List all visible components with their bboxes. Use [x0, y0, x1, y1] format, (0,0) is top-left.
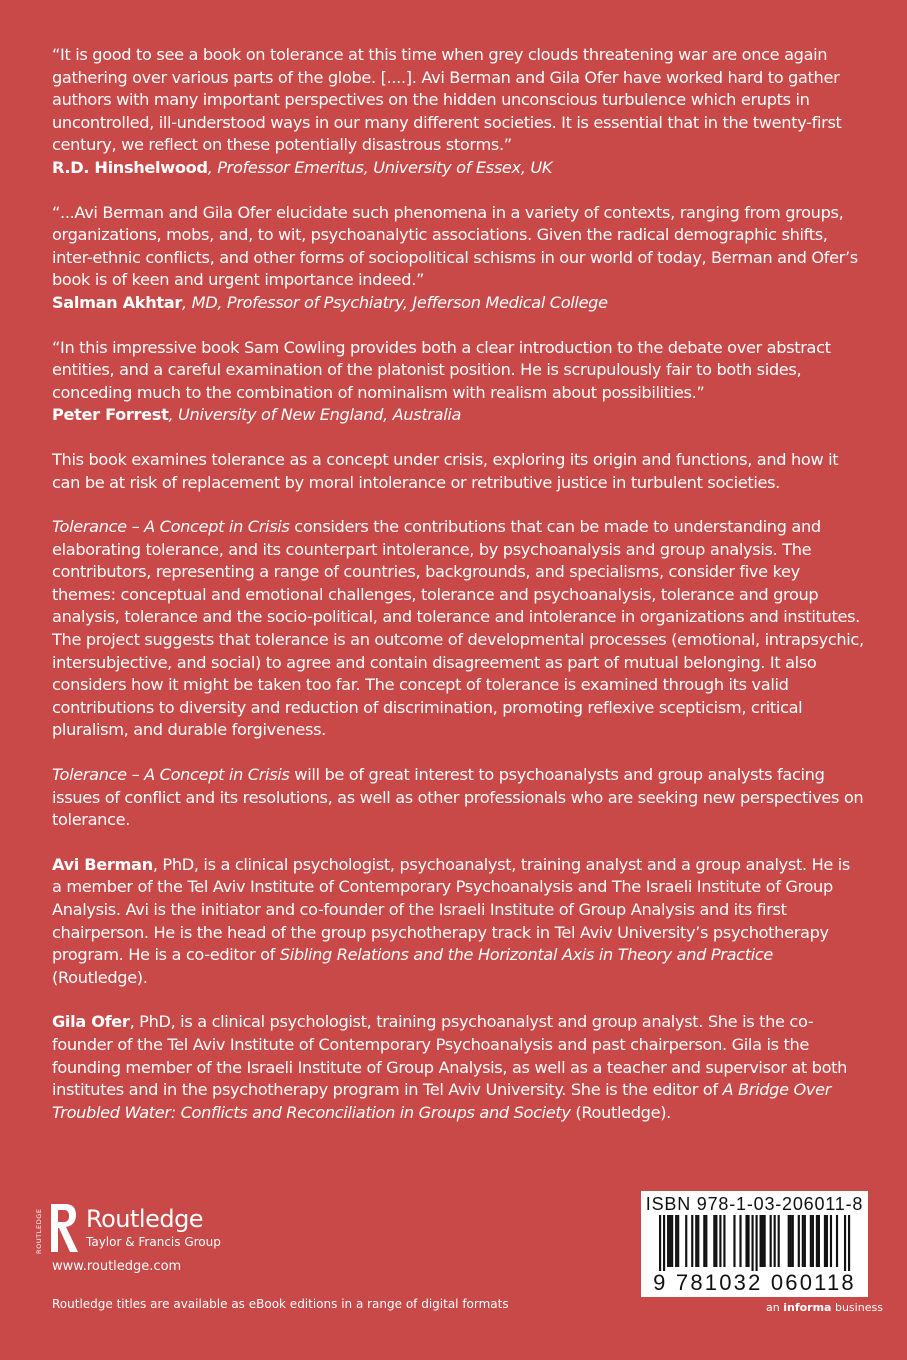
quote-attribution	[52, 404, 864, 427]
author-bio: , PhD, is a clinical psychologist, training psychoanalyst and group analyst. She is the co-founder of the Tel Aviv Institute of Contemporary Psychoanalysis and past chairperson. Gila is the founding member of the Israeli Institute of Group Analysis, as well as a teacher and supervisor at both institutes and in the psychotherapy program in Tel Aviv University. She is the editor of	[52, 1012, 848, 1100]
quote-attribution	[52, 292, 864, 315]
quote-1	[52, 44, 864, 180]
quote-affiliation: , Professor Emeritus, University of Essex, UK	[207, 157, 553, 177]
quote-text: “It is good to see a book on tolerance at this time when grey clouds threatening war are once again gathering over various parts of the globe. [....]. Avi Berman and Gila Ofer have worked hard to gather authors with many important perspectives on the hidden unconscious turbulence which erupts in uncontrolled, ill-understood ways in our many different societies. It is essential that in the twenty-first century, we reflect on these potentially disastrous storms.”	[52, 45, 842, 155]
author-name: Avi Berman	[52, 854, 153, 874]
barcode-bar	[705, 1215, 707, 1267]
barcode-bar	[756, 1215, 758, 1271]
book-title: Tolerance – A Concept in Crisis	[52, 765, 290, 785]
barcode-bar	[747, 1215, 749, 1267]
barcode-bar	[824, 1215, 826, 1267]
quote-text: “In this impressive book Sam Cowling provides both a clear introduction to the debate over abstract entities, and a careful examination of the platonist position. He is scrupulously fair to both sides, conceding much to the combination of nominalism with realism about possibilities.”	[52, 337, 831, 402]
barcode-bar	[697, 1215, 699, 1267]
barcode-bar	[788, 1215, 790, 1267]
author-bio: , PhD, is a clinical psychologist, psychoanalyst, training analyst and a group analyst. He is a member of the Tel Aviv Institute of Contemporary Psychoanalysis and The Israeli Institute of Group Analysis. Avi is the initiator and co-founder of the Israeli Institute of Group Analysis and its first chairperson. He is the head of the group psychotherapy track in Tel Aviv University’s psychotherapy program. He is a co-editor of	[52, 854, 851, 965]
ebook-note: Routledge titles are available as eBook editions in a range of digital formats	[52, 1297, 509, 1311]
barcode-bar	[733, 1215, 735, 1267]
barcode-bar	[669, 1215, 671, 1267]
barcode-bar	[778, 1215, 780, 1267]
author-work: Sibling Relations and the Horizontal Axis in Theory and Practice	[279, 945, 774, 965]
quote-text: “...Avi Berman and Gila Ofer elucidate such phenomena in a variety of contexts, ranging from groups, organizations, mobs, and, to wit, psychoanalytic associations. Given the radical demographic shifts, inter-ethnic conflicts, and other forms of sociopolitical schisms in our world of today, Berman and Ofer’s book is of keen and urgent importance indeed.”	[52, 202, 858, 290]
quote-3	[52, 337, 864, 427]
informa-brand: informa	[783, 1301, 832, 1314]
quote-author: Peter Forrest	[52, 405, 169, 425]
author-work: A Bridge Over Troubled Water: Conflicts and Reconciliation in Groups and Society	[52, 1080, 832, 1122]
barcode-bar	[760, 1215, 762, 1267]
routledge-r-icon	[35, 1200, 80, 1256]
barcode-bar	[810, 1215, 812, 1267]
author-bio-1	[52, 854, 864, 990]
barcode-bar	[804, 1215, 806, 1267]
barcode-bar	[798, 1215, 800, 1267]
quote-affiliation: , University of New England, Australia	[168, 405, 462, 425]
barcode-bar	[836, 1215, 838, 1267]
barcode-bar	[715, 1215, 717, 1267]
barcode-bar	[770, 1215, 772, 1267]
barcode-bar	[816, 1215, 818, 1267]
informa-suffix: business	[831, 1301, 883, 1314]
author-name: Gila Ofer	[52, 1012, 130, 1032]
quote-affiliation: , MD, Professor of Psychiatry, Jefferson Medical College	[182, 292, 608, 312]
barcode-bar	[826, 1215, 828, 1267]
barcode-bar	[844, 1215, 846, 1271]
barcode-bar	[762, 1215, 764, 1267]
barcode-bar	[848, 1215, 850, 1271]
cover-text	[52, 44, 864, 1146]
logo-text	[86, 1206, 221, 1249]
barcode-bar	[675, 1215, 677, 1267]
quote-author: R.D. Hinshelwood	[52, 157, 208, 177]
informa-prefix: an	[766, 1301, 784, 1314]
quote-2	[52, 202, 864, 315]
routledge-logo	[35, 1200, 221, 1256]
isbn-barcode	[641, 1191, 868, 1297]
author-work-publisher: (Routledge).	[52, 967, 148, 987]
description-text: considers the contributions that can be made to understanding and elaborating tolerance, and its counterpart intolerance, by psychoanalysis and group analysis. The contributors, representing a range of countries, backgrounds, and specialisms, consider five key themes: conceptual and emotional challenges, tolerance and psychoanalysis, tolerance and group analysis, tolerance and the socio-political, and tolerance and intolerance in organizations and institutes. The project suggests that tolerance is an outcome of developmental processes (emotional, intrapsychic, intersubjective, and social) to agree and contain disagreement as part of mutual belonging. It also considers how it might be taken too far. The concept of tolerance is examined through its valid contributions to diversity and reduction of discrimination, promoting reflexive scepticism, critical pluralism, and durable forgiveness.	[52, 517, 864, 740]
barcode-bar	[671, 1215, 673, 1267]
barcode-bar	[677, 1215, 679, 1267]
barcode-bar	[663, 1215, 665, 1271]
description-text: will be of great interest to psychoanalysts and group analysts facing issues of conflict and its resolutions, as well as other professionals who are seeking new perspectives on tolerance.	[52, 765, 864, 830]
barcode-bar	[830, 1215, 832, 1267]
barcode-bar	[713, 1215, 715, 1267]
barcode-bar	[667, 1215, 669, 1267]
book-title: Tolerance – A Concept in Crisis	[52, 517, 290, 537]
barcode-bar	[703, 1215, 705, 1267]
barcode-bar	[812, 1215, 814, 1267]
barcode-bar	[764, 1215, 766, 1267]
informa-business-tag	[766, 1301, 883, 1314]
barcode-bar	[774, 1215, 776, 1267]
author-bio-2	[52, 1011, 864, 1124]
barcode-bar	[751, 1215, 753, 1271]
description-body	[52, 516, 864, 742]
quote-author: Salman Akhtar	[52, 292, 182, 312]
barcode-bar	[818, 1215, 820, 1267]
barcode-bars	[659, 1215, 850, 1271]
barcode-bar	[790, 1215, 792, 1267]
barcode-bar	[719, 1215, 721, 1267]
barcode-bar	[802, 1215, 804, 1267]
logo-vertical-text: ROUTLEDGE	[35, 1208, 43, 1254]
publisher-group: Taylor & Francis Group	[86, 1235, 221, 1249]
publisher-name: Routledge	[86, 1205, 204, 1233]
barcode-bar	[691, 1215, 693, 1267]
ean-digits: 9 781032 060118	[653, 1270, 856, 1295]
barcode-bar	[659, 1215, 661, 1271]
barcode-bar	[695, 1215, 697, 1267]
isbn-label: ISBN 978-1-03-206011-8	[645, 1194, 864, 1214]
description-intro: This book examines tolerance as a concept under crisis, exploring its origin and functions, and how it can be at risk of replacement by moral intolerance or retributive justice in turbulent societies.	[52, 449, 839, 492]
barcode-bar	[792, 1215, 794, 1267]
barcode-bar	[723, 1215, 725, 1267]
barcode-bar	[745, 1215, 747, 1267]
description-audience	[52, 764, 864, 832]
publisher-website-link[interactable]: www.routledge.com	[52, 1259, 182, 1274]
quote-attribution	[52, 157, 864, 180]
barcode-bar	[685, 1215, 687, 1267]
author-work-publisher: (Routledge).	[570, 1102, 671, 1122]
barcode-bar	[739, 1215, 741, 1267]
